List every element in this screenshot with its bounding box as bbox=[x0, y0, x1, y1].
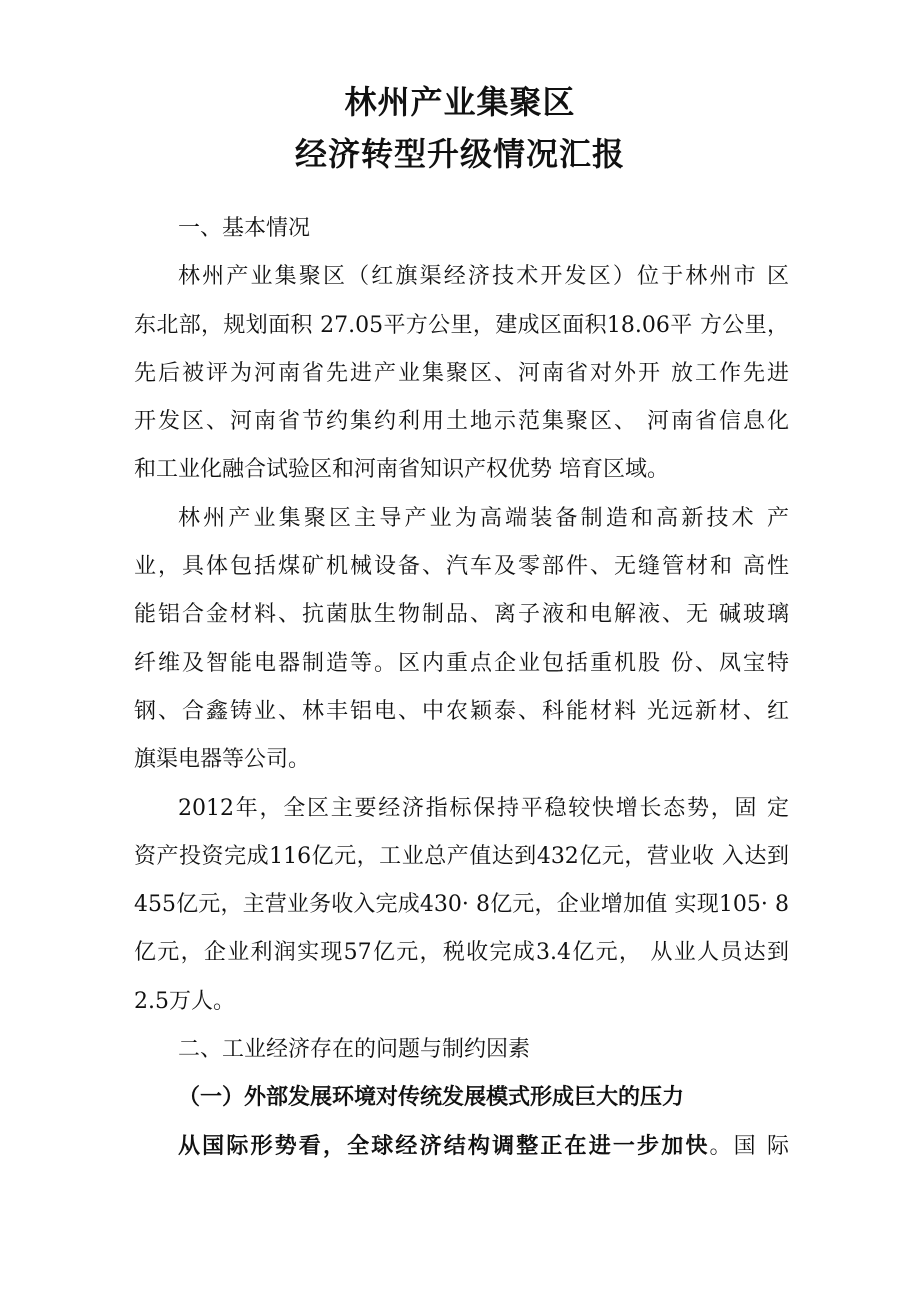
document-title-line2: 经济转型升级情况汇报 bbox=[294, 135, 625, 173]
paragraph-line: 2.5万人。 bbox=[134, 988, 235, 1014]
section-heading-problems: 二、工业经济存在的问题与制约因素 bbox=[178, 1037, 531, 1063]
paragraph-line: 旗渠电器等公司。 bbox=[134, 747, 311, 773]
paragraph-line: 开发区、河南省节约集约利用土地示范集聚区、 河南省信息化 bbox=[134, 409, 789, 435]
paragraph-line: 东北部，规划面积 27.05平方公里，建成区面积18.06平 方公里， bbox=[134, 312, 789, 338]
paragraph-line: 和工业化融合试验区和河南省知识产权优势 培育区域。 bbox=[134, 457, 669, 483]
paragraph-line: 能铝合金材料、抗菌肽生物制品、离子液和电解液、无 碱玻璃 bbox=[134, 602, 789, 628]
paragraph-line: 林州产业集聚区主导产业为高端装备制造和高新技术 产 bbox=[178, 505, 789, 531]
document-title-line1: 林州产业集聚区 bbox=[344, 83, 576, 121]
paragraph-line: 2012年，全区主要经济指标保持平稳较快增长态势，固 定 bbox=[178, 795, 789, 821]
paragraph-line: 钢、合鑫铸业、林丰铝电、中农颖泰、科能材料 光远新材、红 bbox=[134, 698, 789, 724]
section-heading-basic: 一、基本情况 bbox=[178, 216, 311, 241]
paragraph-indicators-2012 bbox=[134, 785, 789, 1026]
paragraph-international bbox=[134, 1123, 789, 1171]
paragraph-line: 455亿元，主营业务收入完成430· 8亿元，企业增加值 实现105· 8 bbox=[134, 892, 789, 918]
subsection-heading-external-pressure: （一）外部发展环境对传统发展模式形成巨大的压力 bbox=[178, 1085, 685, 1111]
paragraph-line: 资产投资完成116亿元，工业总产值达到432亿元，营业收 入达到 bbox=[134, 843, 789, 869]
paragraph-line: 亿元，企业利润实现57亿元，税收完成3.4亿元， 从业人员达到 bbox=[134, 940, 789, 966]
paragraph-bold-lead: 从国际形势看，全球经济结构调整正在进一步加快 bbox=[178, 1133, 710, 1159]
paragraph-industries bbox=[134, 495, 789, 785]
paragraph-line: 业，具体包括煤矿机械设备、汽车及零部件、无缝管材和 高性 bbox=[134, 554, 789, 580]
paragraph-line: 先后被评为河南省先进产业集聚区、河南省对外开 放工作先进 bbox=[134, 360, 789, 386]
paragraph-rest: 。国 际 bbox=[709, 1133, 789, 1159]
paragraph-line: 纤维及智能电器制造等。区内重点企业包括重机股 份、凤宝特 bbox=[134, 650, 789, 676]
paragraph-overview bbox=[134, 253, 789, 494]
paragraph-line: 林州产业集聚区（红旗渠经济技术开发区）位于林州市 区 bbox=[178, 264, 789, 290]
document-body bbox=[134, 205, 789, 1171]
